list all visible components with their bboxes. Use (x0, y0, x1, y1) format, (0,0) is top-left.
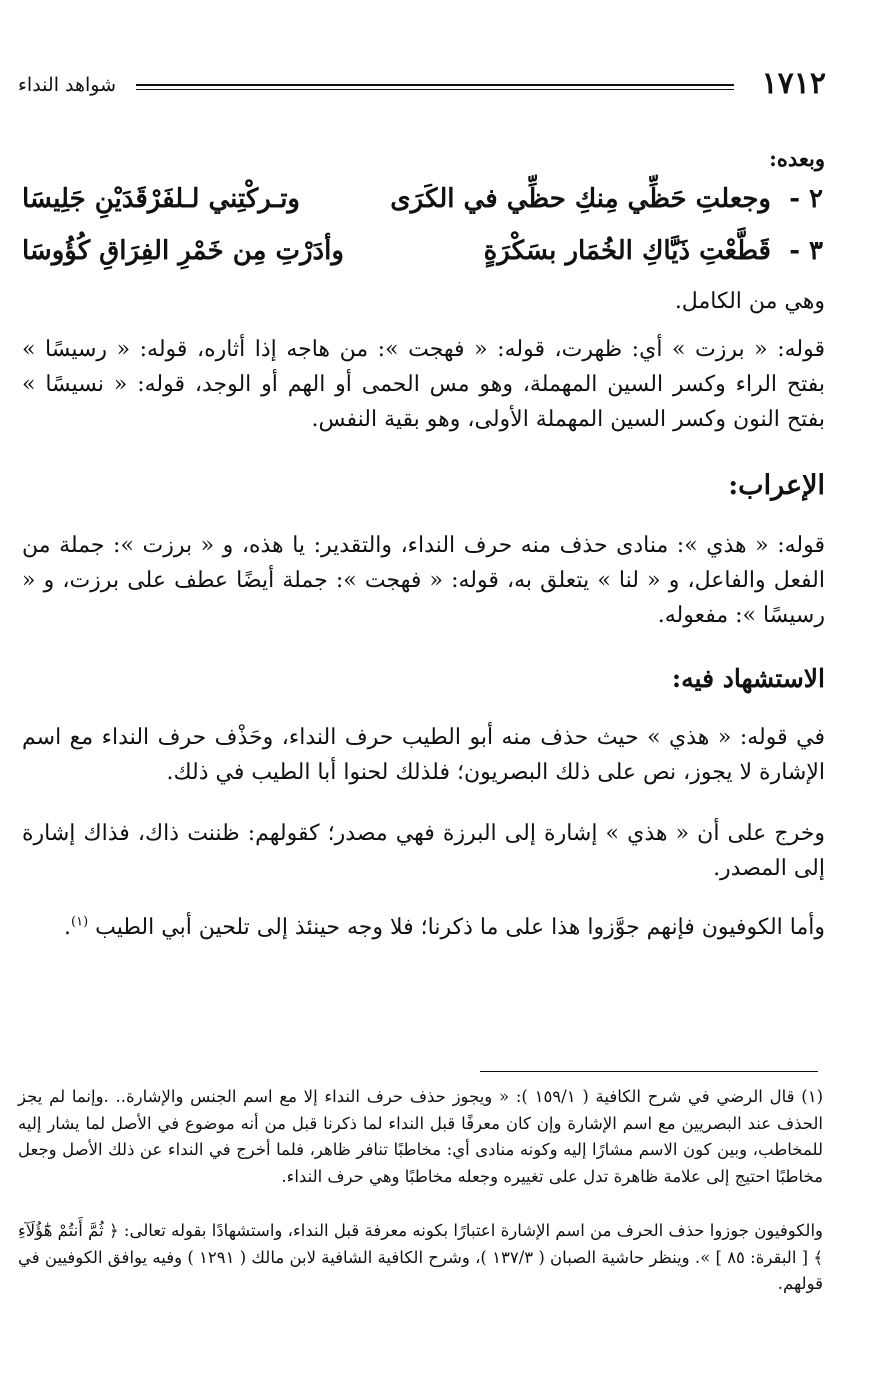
irab-paragraph: قوله: « هذي »: منادى حذف منه حرف النداء، والتقدير: يا هذه، و « برزت »: جملة من الفعل والفاعل، و « لنا » يتعلق به، قوله: « فهجت »: جملة أيضًا عطف على برزت، و « رسيسًا »: مفعوله. (22, 533, 825, 629)
istishhad-paragraph-3 (22, 910, 825, 945)
istishhad-paragraph-1: في قوله: « هذي » حيث حذف منه أبو الطيب حرف النداء، وحَذْف حرف النداء مع اسم الإشارة لا يجوز، نص على ذلك البصريون؛ فلذلك لحنوا أبا الطيب في ذلك. (22, 725, 825, 786)
intro-label: وبعده: (769, 146, 825, 171)
page-number: ١٧١٢ (761, 66, 826, 101)
verse-second-hemistich: وتـركْتِني لـلفَرْقَدَيْنِ جَلِيسَا (22, 184, 300, 214)
footnote-paragraph-1: (١) قال الرضي في شرح الكافية ( ١٥٩/١ ): « ويجوز حذف حرف النداء إلا مع اسم الجنس والإشارة.. .وإنما لم يجز الحذف عند البصريين مع اسم الإشارة وإن كان معرفًا قبل النداء لما ذكرنا قبل من أنه موضوع في الأصل لما يشار إليه للمخاطب، وبين كون الاسم مشارًا إليه وكونه منادى أي: مخاطبًا تنافر ظاهر، فلما أخرج في النداء عن ذلك الأصل وجعل مخاطبًا احتيج إلى علامة ظاهرة تدل على تغييره وجعله مخاطبًا وهي حرف النداء. (18, 1087, 823, 1187)
sentence-end: . (64, 915, 71, 940)
istishhad-paragraph-3-text: وأما الكوفيون فإنهم جوَّزوا هذا على ما ذكرنا؛ فلا وجه حينئذ إلى تلحين أبي الطيب (95, 915, 825, 940)
verse-line (22, 236, 823, 280)
footnote-paragraph-2: والكوفيون جوزوا حذف الحرف من اسم الإشارة اعتبارًا بكونه معرفة قبل النداء، واستشهادًا بقوله تعالى: ﴿ ثُمَّ أَنتُمْ هَٰٓؤُلَآءِ ﴾ [ البقرة: ٨٥ ] ». وينظر حاشية الصبان ( ١٣٧/٣ )، وشرح الكافية الشافية لابن مالك ( ١٢٩١ ) وفيه يوافق الكوفيين في قولهم. (18, 1221, 824, 1294)
glossary-paragraph: قوله: « برزت » أي: ظهرت، قوله: « فهجت »: من هاجه إذا أثاره، قوله: « رسيسًا » بفتح الراء وكسر السين المهملة، وهو مس الحمى أو الهم أو الوجد، قوله: « نسيسًا » بفتح النون وكسر السين المهملة الأولى، وهو بقية النفس. (22, 337, 825, 433)
verse-first-hemistich: قَطَّعْتِ ذَيَّاكِ الخُمَار بسَكْرَةٍ (483, 236, 771, 266)
verse-second-hemistich: وأدَرْتِ مِن خَمْرِ الفِرَاقِ كُؤُوسَا (22, 236, 344, 266)
verse-number: ٣ - (789, 236, 823, 266)
irab-heading: الإعراب: (728, 470, 825, 501)
meter-note: وهي من الكامل. (674, 289, 825, 314)
istishhad-heading: الاستشهاد فيه: (671, 664, 825, 693)
verse-line (22, 184, 823, 228)
footnote-ref[interactable]: (١) (71, 914, 89, 930)
verse-number: ٢ - (789, 184, 823, 214)
verse-first-hemistich: وجعلتِ حَظِّي مِنكِ حظِّي في الكَرَى (390, 184, 771, 214)
page-header (18, 66, 826, 106)
chapter-title: شواهد النداء (18, 74, 117, 96)
istishhad-paragraph-2: وخرج على أن « هذي » إشارة إلى البرزة فهي مصدر؛ كقولهم: ظننت ذاك، فذاك إشارة إلى المصدر. (22, 821, 825, 882)
footnote-rule (480, 1071, 818, 1072)
header-rule (136, 84, 734, 90)
